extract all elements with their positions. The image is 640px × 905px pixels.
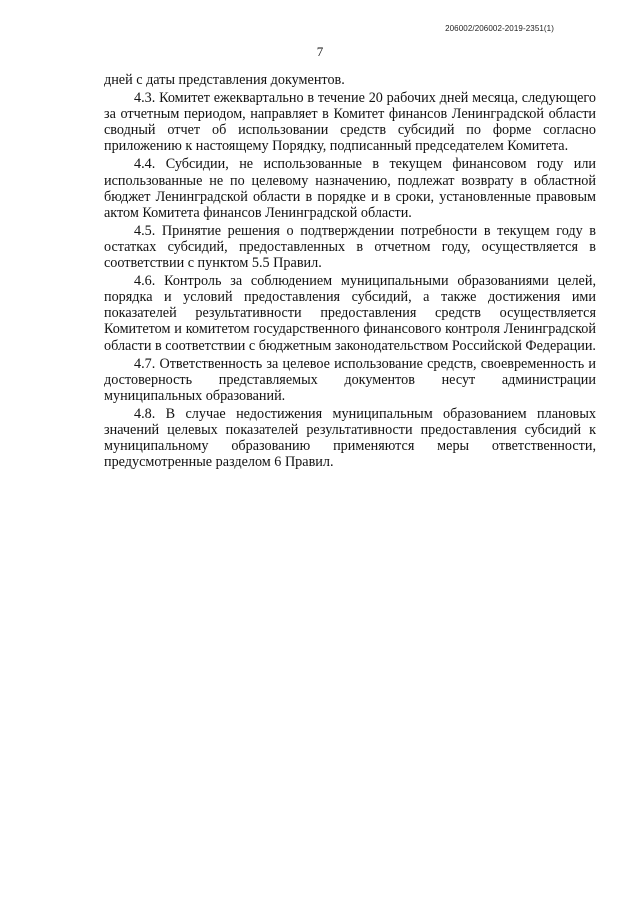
paragraph-4-8: 4.8. В случае недостижения муниципальным образованием плановых значений целевых показателей результативности предоставления субсидий к муниципальному образованию применяются меры ответственности, предусмотренные разделом 6 Правил. bbox=[104, 405, 596, 471]
paragraph-continuation: дней с даты представления документов. bbox=[104, 72, 345, 88]
paragraph-4-6: 4.6. Контроль за соблюдением муниципальными образованиями целей, порядка и условий предоставления субсидий, а также достижения ими показателей результативности предоставления средств осуществляется Комитетом и комитетом государственного финансового контроля Ленинградской области в соответствии с бюджетным законодательством Российской Федерации. bbox=[104, 273, 596, 354]
document-body bbox=[104, 72, 596, 472]
paragraph-4-5: 4.5. Принятие решения о подтверждении потребности в текущем году в остатках субсидий, предоставленных в отчетном году, осуществляется в соответствии с пунктом 5.5 Правил. bbox=[104, 222, 596, 272]
document-id: 206002/206002-2019-2351(1) bbox=[445, 24, 554, 33]
paragraph-4-7: 4.7. Ответственность за целевое использование средств, своевременность и достоверность представляемых документов несут администрации муниципальных образований. bbox=[104, 355, 596, 404]
paragraph-4-3: 4.3. Комитет ежеквартально в течение 20 рабочих дней месяца, следующего за отчетным периодом, направляет в Комитет финансов Ленинградской области сводный отчет об использовании средств субсидий по форме согласно приложению к настоящему Порядку, подписанный председателем Комитета. bbox=[104, 90, 596, 155]
page-number: 7 bbox=[316, 44, 324, 59]
paragraph-4-4: 4.4. Субсидии, не использованные в текущем финансовом году или использованные не по целевому назначению, подлежат возврату в областной бюджет Ленинградской области в порядке и в сроки, установленные правовым актом Комитета финансов Ленинградской области. bbox=[104, 156, 596, 221]
